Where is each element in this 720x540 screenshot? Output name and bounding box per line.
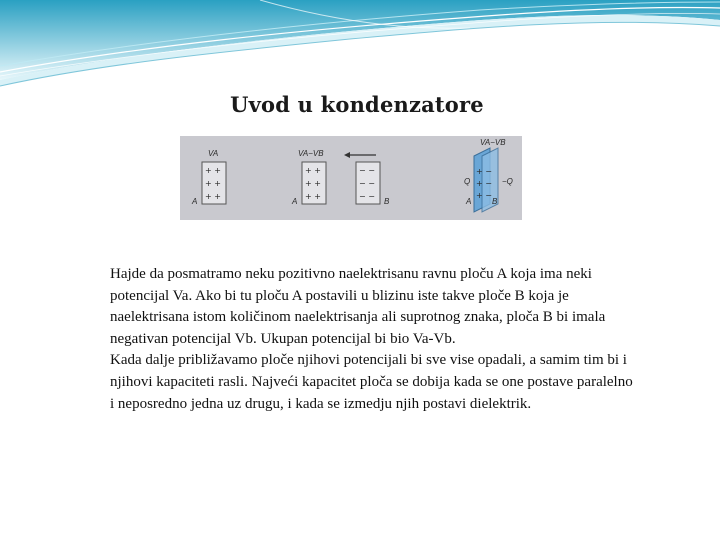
label-a2: A [292,197,298,206]
svg-text:+ −: + − [476,179,492,188]
label-va-vb-mid: VA−VB [298,149,324,158]
slide-title: Uvod u kondenzatore [230,92,484,117]
svg-text:+ +: + + [205,166,221,175]
svg-text:+ +: + + [305,179,321,188]
arrow-head [344,152,350,158]
svg-text:+ +: + + [205,192,221,201]
body-paragraph-2: Kada dalje približavamo ploče njihovi potencijali bi sve vise opadali, a samim tim bi i njihovi kapaciteti rasli. Najveći kapacitet ploča se dobija kada se one postave paralelno i neposredno jedna uz drugu, i kada se izmedju njih postavi dielektrik. [110,352,633,412]
svg-text:+ −: + − [476,191,492,200]
svg-text:− −: − − [359,166,375,175]
capacitor-diagram [180,136,522,220]
svg-text:+ +: + + [205,179,221,188]
label-a3: A [466,197,472,206]
svg-text:− −: − − [359,179,375,188]
label-va-vb-right: VA−VB [480,138,506,147]
svg-text:− −: − − [359,192,375,201]
body-paragraph-1: Hajde da posmatramo neku pozitivno naelektrisanu ravnu ploču A koja ima neki potencijal Va. Ako bi tu ploču A postavili u blizinu iste takve ploče B koja je naelektrisana istom količinom naelektrisanja ali suprotnog znaka, ploča B bi imala negativan potencijal Vb. Ukupan potencijal bi bio Va-Vb. [110,266,606,347]
capacitor-figure [180,136,522,220]
body-text [110,264,635,415]
label-va: VA [208,149,219,158]
label-b2: B [384,197,390,206]
label-a1: A [192,197,198,206]
label-b3: B [492,197,498,206]
svg-text:+ −: + − [476,167,492,176]
label-q-pos: Q [464,177,471,186]
label-q-neg: −Q [502,177,513,186]
svg-text:+ +: + + [305,166,321,175]
header-wave-decoration [0,0,720,90]
svg-text:+ +: + + [305,192,321,201]
